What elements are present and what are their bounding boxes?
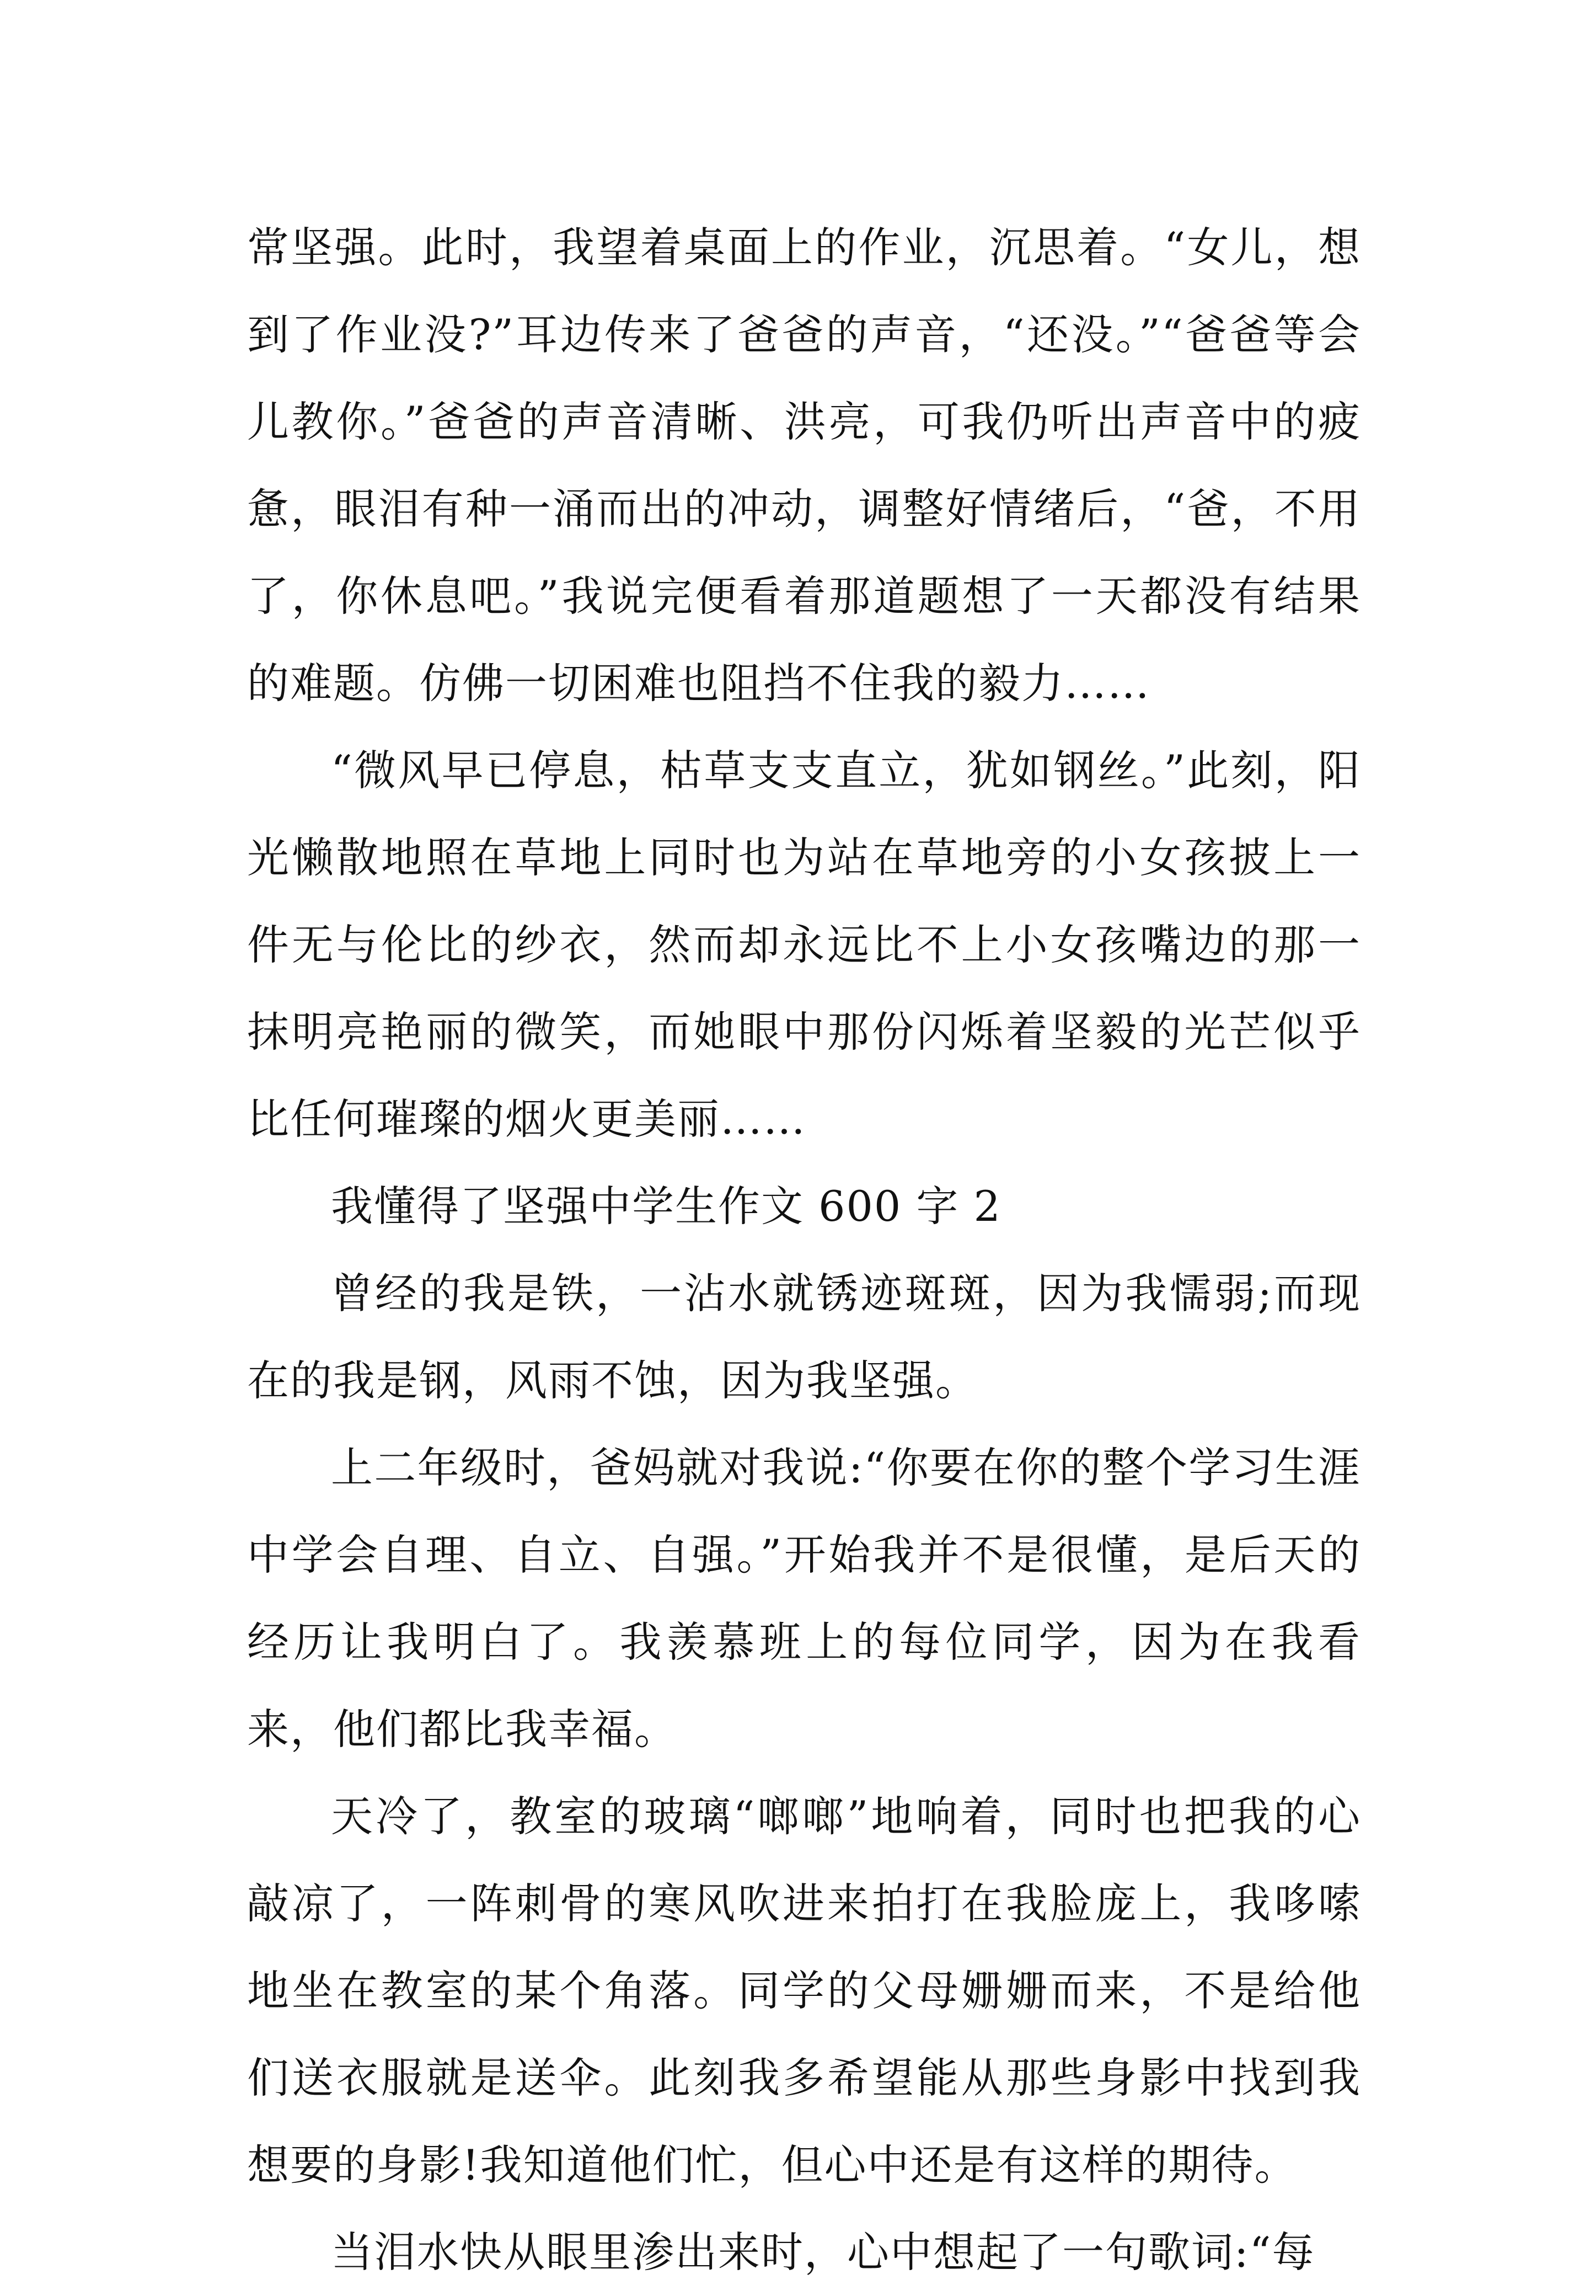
document-body <box>247 204 1361 2296</box>
paragraph-second-grade: 上二年级时，爸妈就对我说:“你要在你的整个学习生涯中学会自理、自立、自强。”开始我并不是很懂，是后天的经历让我明白了。我羡慕班上的每位同学，因为在我看来，他们都比我幸福。 <box>247 1443 1361 1754</box>
paragraph-breeze: “微风早已停息，枯草支支直立，犹如钢丝。”此刻，阳光懒散地照在草地上同时也为站在草地旁的小女孩披上一件无与伦比的纱衣，然而却永远比不上小女孩嘴边的那一抹明亮艳丽的微笑，而她眼中那份闪烁着坚毅的光芒似乎比任何璀璨的烟火更美丽…… <box>247 746 1361 1144</box>
paragraph-tears: 当泪水快从眼里渗出来时，心中想起了一句歌词:“每 <box>331 2228 1315 2277</box>
essay-heading: 我懂得了坚强中学生作文 600 字 2 <box>331 1182 1001 1231</box>
paragraph-iron-steel: 曾经的我是铁，一沾水就锈迹斑斑，因为我懦弱;而现在的我是钢，风雨不蚀，因为我坚强。 <box>247 1269 1361 1405</box>
paragraph-continuation: 常坚强。此时，我望着桌面上的作业，沉思着。“女儿，想到了作业没?”耳边传来了爸爸的声音，“还没。”“爸爸等会儿教你。”爸爸的声音清晰、洪亮，可我仍听出声音中的疲惫，眼泪有种一涌而出的冲动，调整好情绪后，“爸，不用了，你休息吧。”我说完便看着那道题想了一天都没有结果的难题。仿佛一切困难也阻挡不住我的毅力…… <box>247 223 1361 708</box>
paragraph-cold-day: 天冷了，教室的玻璃“啷啷”地响着，同时也把我的心敲凉了，一阵刺骨的寒风吹进来拍打在我脸庞上，我哆嗦地坐在教室的某个角落。同学的父母姗姗而来，不是给他们送衣服就是送伞。此刻我多希望能从那些身影中找到我想要的身影!我知道他们忙，但心中还是有这样的期待。 <box>247 1792 1361 2190</box>
